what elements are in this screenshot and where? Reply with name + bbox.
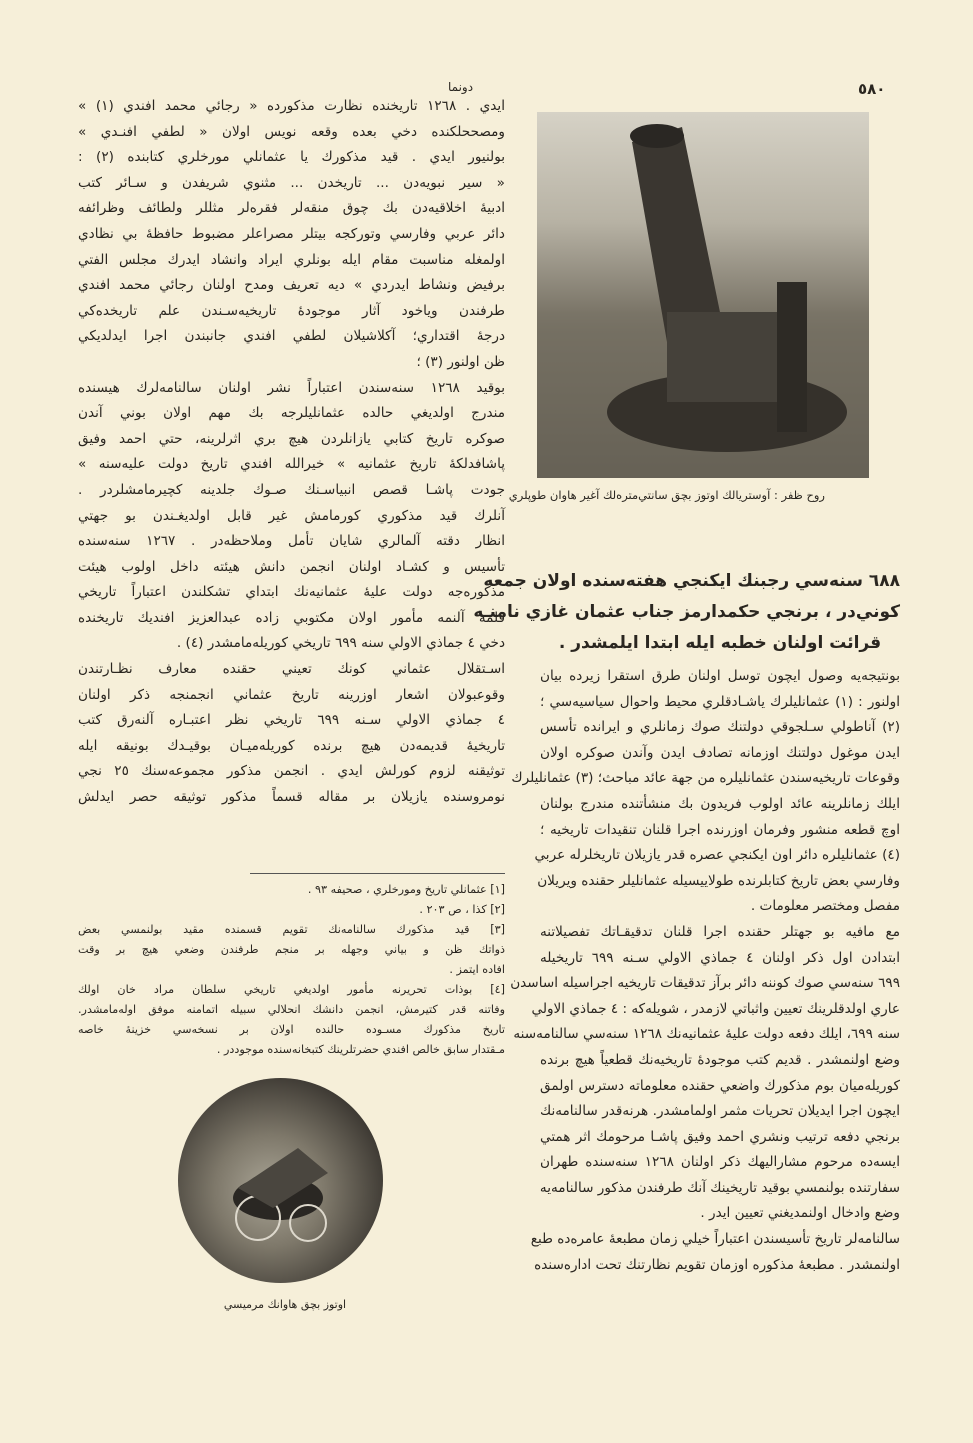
text-line: ايلك زمانلرينه عائد اولوب فريدون بك منشأتنده مندرج بولنان bbox=[540, 795, 900, 812]
left-column-text bbox=[78, 94, 505, 811]
text-line: ايدن موغول دولتنك اوزمانه تصادف ايدن وآندن صوكره اولان bbox=[540, 744, 900, 761]
section-heading bbox=[473, 566, 900, 659]
text-line: اولنمشدر . مطبعهٔ مذكوره اوزمان تقويم نظارتنك تحت اداره‌سنده bbox=[534, 1256, 900, 1273]
text-line: نومروسنده يازيلان بر مقاله قسماً مذكور توثيقه حصر ايدلش bbox=[78, 789, 505, 806]
text-line: (٤) عثمانليلره دائر اون ايكنجي عصره قدر يازيلان تاريخلرله عربي bbox=[534, 847, 900, 864]
text-line: پاشافدلكهٔ تاريخ عثمانيه » خيرالله افندي تاريخ دولت عليه‌سنه » bbox=[78, 456, 505, 473]
text-line: برنجي دفعه ترتيب ونشري احمد وفيق پاشـا مرحومك اثر همتي bbox=[540, 1128, 900, 1145]
text-line: تاريخ مذكورك مسـوده حالنده اولان بر نسخه‌سي خزينهٔ خاصه bbox=[78, 1023, 505, 1036]
right-column-text bbox=[510, 664, 900, 1278]
text-line: وقوعات تاريخيه‌سندن عثمانليلره من جهة عائد مباحث؛ (٣) عثمانليلرك bbox=[511, 770, 900, 787]
text-line: بولنيور ايدي . قيد مذكورك يا عثمانلي مورخلري كتابنده (٢) : bbox=[78, 149, 505, 166]
text-line: مفصل ومختصر معلومات . bbox=[750, 898, 900, 915]
text-line: ادبيهٔ اخلاقيه‌دن بك چوق منقه‌لر فقره‌لر مثللر ولطائف وظرائفه bbox=[78, 200, 505, 217]
text-line: اسـتقلال عثماني كونك تعيني حقنده معارف نظـارتندن bbox=[78, 661, 505, 678]
text-line: توثيقنه لزوم كورلش ايدي . انجمن مذكور مجموعه‌سنك ٢٥ نجي bbox=[78, 763, 505, 780]
text-line: عاري اولدقلرينك تعيين واثباتي لازمدر ، شويله‌كه : ٤ جماذي الاولي bbox=[531, 1000, 900, 1017]
text-line: ايدي . ١٢٦٨ تاريخنده نظارت مذكورده « رجائي محمد افندي (١) » bbox=[78, 98, 505, 114]
text-line: سفارتنده بولنمسي بوقيد تاريخينك آنك طرفندن مذكور سالنامه‌يه bbox=[539, 1179, 900, 1196]
top-photo-caption: روح ظفر : آوستريالك اوتوز بچق سانتي‌متره‌لك آغير هاوان طوپلري bbox=[508, 488, 825, 502]
text-line: ايسه‌ده مرحوم مشاراليهك ذكر اولنان ١٢٦٨ سنه‌سنده طهران bbox=[540, 1154, 900, 1171]
text-line: [٢] كذا ، ص ٢٠٣ . bbox=[419, 903, 505, 916]
text-line: ومصححلكنده دخي بعده وقعه نويس اولان « لطفي افنـدي » bbox=[78, 123, 505, 140]
text-line: صوكره تاريخ كتابي يازانلردن هيچ بري اثرلرينه، حتي احمد وفيق bbox=[78, 430, 505, 447]
text-line: مـقتدار سابق خالص افندي حضرتلرينك كتبخانه‌سنده موجوددر . bbox=[216, 1043, 505, 1056]
text-line: سنه ٦٩٩، ايلك دفعه دولت عليهٔ عثمانيه‌نك ١٢٦٨ سنه‌سي سالنامه‌سنه bbox=[513, 1026, 900, 1043]
text-line: اوچ قطعه منشور وفرمان اوزرنده اجرا قلنان تنقيدات تاريخيه ؛ bbox=[540, 821, 900, 838]
text-line: اولنور : (١) عثمانليلرك ياشـادقلري محيط واحوال سياسيه‌سي ؛ bbox=[540, 693, 900, 710]
text-line: بوقيد ١٢٦٨ سنه‌سندن اعتباراً نشر اولنان سالنامه‌لرك هيسنده bbox=[78, 379, 505, 396]
text-line: [١] عثمانلي تاريخ ومورخلري ، صحيفه ٩٣ . bbox=[307, 883, 505, 896]
text-line: [٤] بوذات تحريرنه مأمور اولديغي تاريخي سلطان مراد خان اولك bbox=[78, 983, 505, 996]
text-line: كوني‌در ، برنجي حكمدارمز جناب عثمان غازي نامنـه bbox=[473, 602, 900, 622]
text-line: ٦٨٨ سنه‌سي رجبنك ايكنجي هفته‌سنده اولان جمعه bbox=[483, 571, 900, 591]
text-line: « سير نبويه‌دن ... تاريخدن ... مثنوي شريفدن و سـائر كتب bbox=[78, 174, 505, 191]
text-line: تأسيس و كشـاد اولنان انجمن دانش هيئته داخل اولوب هيئت bbox=[78, 558, 505, 575]
mortar-cannon-illustration bbox=[537, 112, 869, 478]
text-line: ابتدادن اول ذكر اولنان ٤ جماذي الاولي سـنه ٦٩٩ تاريخيله bbox=[540, 949, 900, 966]
text-line: جودت پاشـا قصص انبياسـنك صـوك جلدينه كچيرمامشلردر . bbox=[78, 481, 505, 498]
text-line: افاده ايتمز . bbox=[449, 963, 505, 976]
running-title: دونما bbox=[448, 80, 474, 94]
text-line: وضع وادخال اولنمديغني تعيين ايدر . bbox=[700, 1205, 900, 1222]
text-line: ذواتك ظن و بياني وجهله بر منجم طرفندن وضعي هيچ بر وقت bbox=[78, 943, 505, 956]
text-line: بونتيجه‌يه وصول ايچون توسل اولنان طرق استقرا زيرده بيان bbox=[540, 668, 900, 684]
text-line: مع مافيه بو جهتلر حقنده اجرا قلنان تدقيقـاتك تفصيلاتنه bbox=[540, 923, 900, 940]
text-line: ايچون اجرا ايديلان تحريات مثمر اولمامشدر. هرنه‌قدر سالنامه‌نك bbox=[540, 1103, 900, 1120]
text-line: ٦٩٩ سنه‌سي صوك كوننه دائر برآز تدقيقات تاريخيه اجراسيله اساسدن bbox=[510, 975, 900, 992]
text-line: دائر عربي وفارسي وتوركجه بيتلر مصراعلر مضبوط حافظهٔ بي نظادي bbox=[78, 225, 505, 242]
bottom-photo-caption: اوتوز بچق هاوانك مرميسي bbox=[223, 1298, 347, 1311]
text-line: [٣] قيد مذكورك سالنامه‌نك تقويم قسمنده مقيد بولنمسي بعض bbox=[78, 923, 505, 936]
text-line: مذكوره‌جه دولت عليهٔ عثمانيه‌نك ابتداي تشكلندن اعتباراً تاريخي bbox=[78, 584, 505, 601]
text-line: آنلرك قيد مذكوري كورمامش غير قابل اولديغـندن بو جهتي bbox=[78, 507, 505, 524]
text-line: انظار دقته آلمالري شايان تأمل وملاحظه‌در . ١٢٦٧ سنه‌سنده bbox=[78, 533, 505, 550]
text-line: وضع اولنمشدر . قديم كتب موجودهٔ تاريخيه‌نك قطعياً هيچ برنده bbox=[540, 1051, 900, 1068]
mortar-carriage-illustration bbox=[178, 1078, 383, 1283]
text-line: دخي ٤ جماذي الاولي سنه ٦٩٩ تاريخي كوريله‌مامشدر (٤) . bbox=[176, 635, 505, 652]
text-line: ظن اولنور (٣) ؛ bbox=[416, 353, 505, 370]
text-line: درجهٔ اقتداري؛ آكلاشيلان لطفي افندي جانبندن اجرا ايدلديكي bbox=[78, 328, 505, 345]
text-line: سالنامه‌لر تاريخ تأسيسندن اعتباراً خيلي زمان مطبعهٔ عامره‌ده طبع bbox=[530, 1231, 900, 1248]
text-line: قلمه آلنمه مأمور اولان مكتوبي زاده عبدالعزيز افنديك تاريخنده bbox=[78, 609, 505, 626]
text-line: برفيض ونشاط ايدردي » ديه تعريف ومدح اولنان رجائي محمد افندي bbox=[78, 277, 505, 294]
austrian-mortar-photo bbox=[537, 112, 869, 478]
text-line: وقوعبولان اشعار اوزرينه تاريخ عثماني انجمنجه ذكر اولنان bbox=[78, 686, 505, 703]
footnote-divider bbox=[250, 873, 505, 874]
text-line: وفارسي بعض تاريخ كتابلرنده طولاييسيله عثمانليلر حقنده ويريلان bbox=[537, 872, 900, 889]
page-number: ٥٨٠ bbox=[858, 80, 886, 98]
mortar-shell-photo bbox=[178, 1078, 383, 1283]
text-line: تاريخيهٔ قديمه‌دن هيچ برنده كوريله‌ميـان بوقيـدك بونيقه ايله bbox=[78, 737, 505, 754]
text-line: طرفندن وياخود آثار موجودهٔ تاريخيه‌سـندن علم تاريخده‌كي bbox=[78, 302, 505, 319]
text-line: مندرج اولديغي حالده عثمانليلرجه بك مهم اولان بوني آندن bbox=[78, 405, 505, 422]
text-line: اولمغله مناسبت مقام ايله بونلري ايراد وانشاد ايدرك مجلس الفتي bbox=[78, 251, 505, 268]
text-line: وفاتنه قدر كتيرمش، انجمن دانشك انحلالي سبيله اتمامنه موفق اوله‌مامشدر. bbox=[78, 1003, 505, 1016]
footnotes bbox=[78, 880, 505, 1060]
text-line: (٢) آناطولي سـلجوقي دولتنك صوك زمانلري و ايرانده تأسس bbox=[540, 719, 900, 736]
text-line: ٤ جماذي الاولي سـنه ٦٩٩ تاريخي نظر اعتبـاره آلنه‌رق كتب bbox=[78, 712, 505, 729]
text-line: قرائت اولنان خطبه ايله ابتدا ايلمشدر . bbox=[558, 633, 882, 653]
text-line: كوريله‌ميان بوم مذكورك واضعي حقنده معلوماته دسترس اولمق bbox=[540, 1077, 900, 1094]
